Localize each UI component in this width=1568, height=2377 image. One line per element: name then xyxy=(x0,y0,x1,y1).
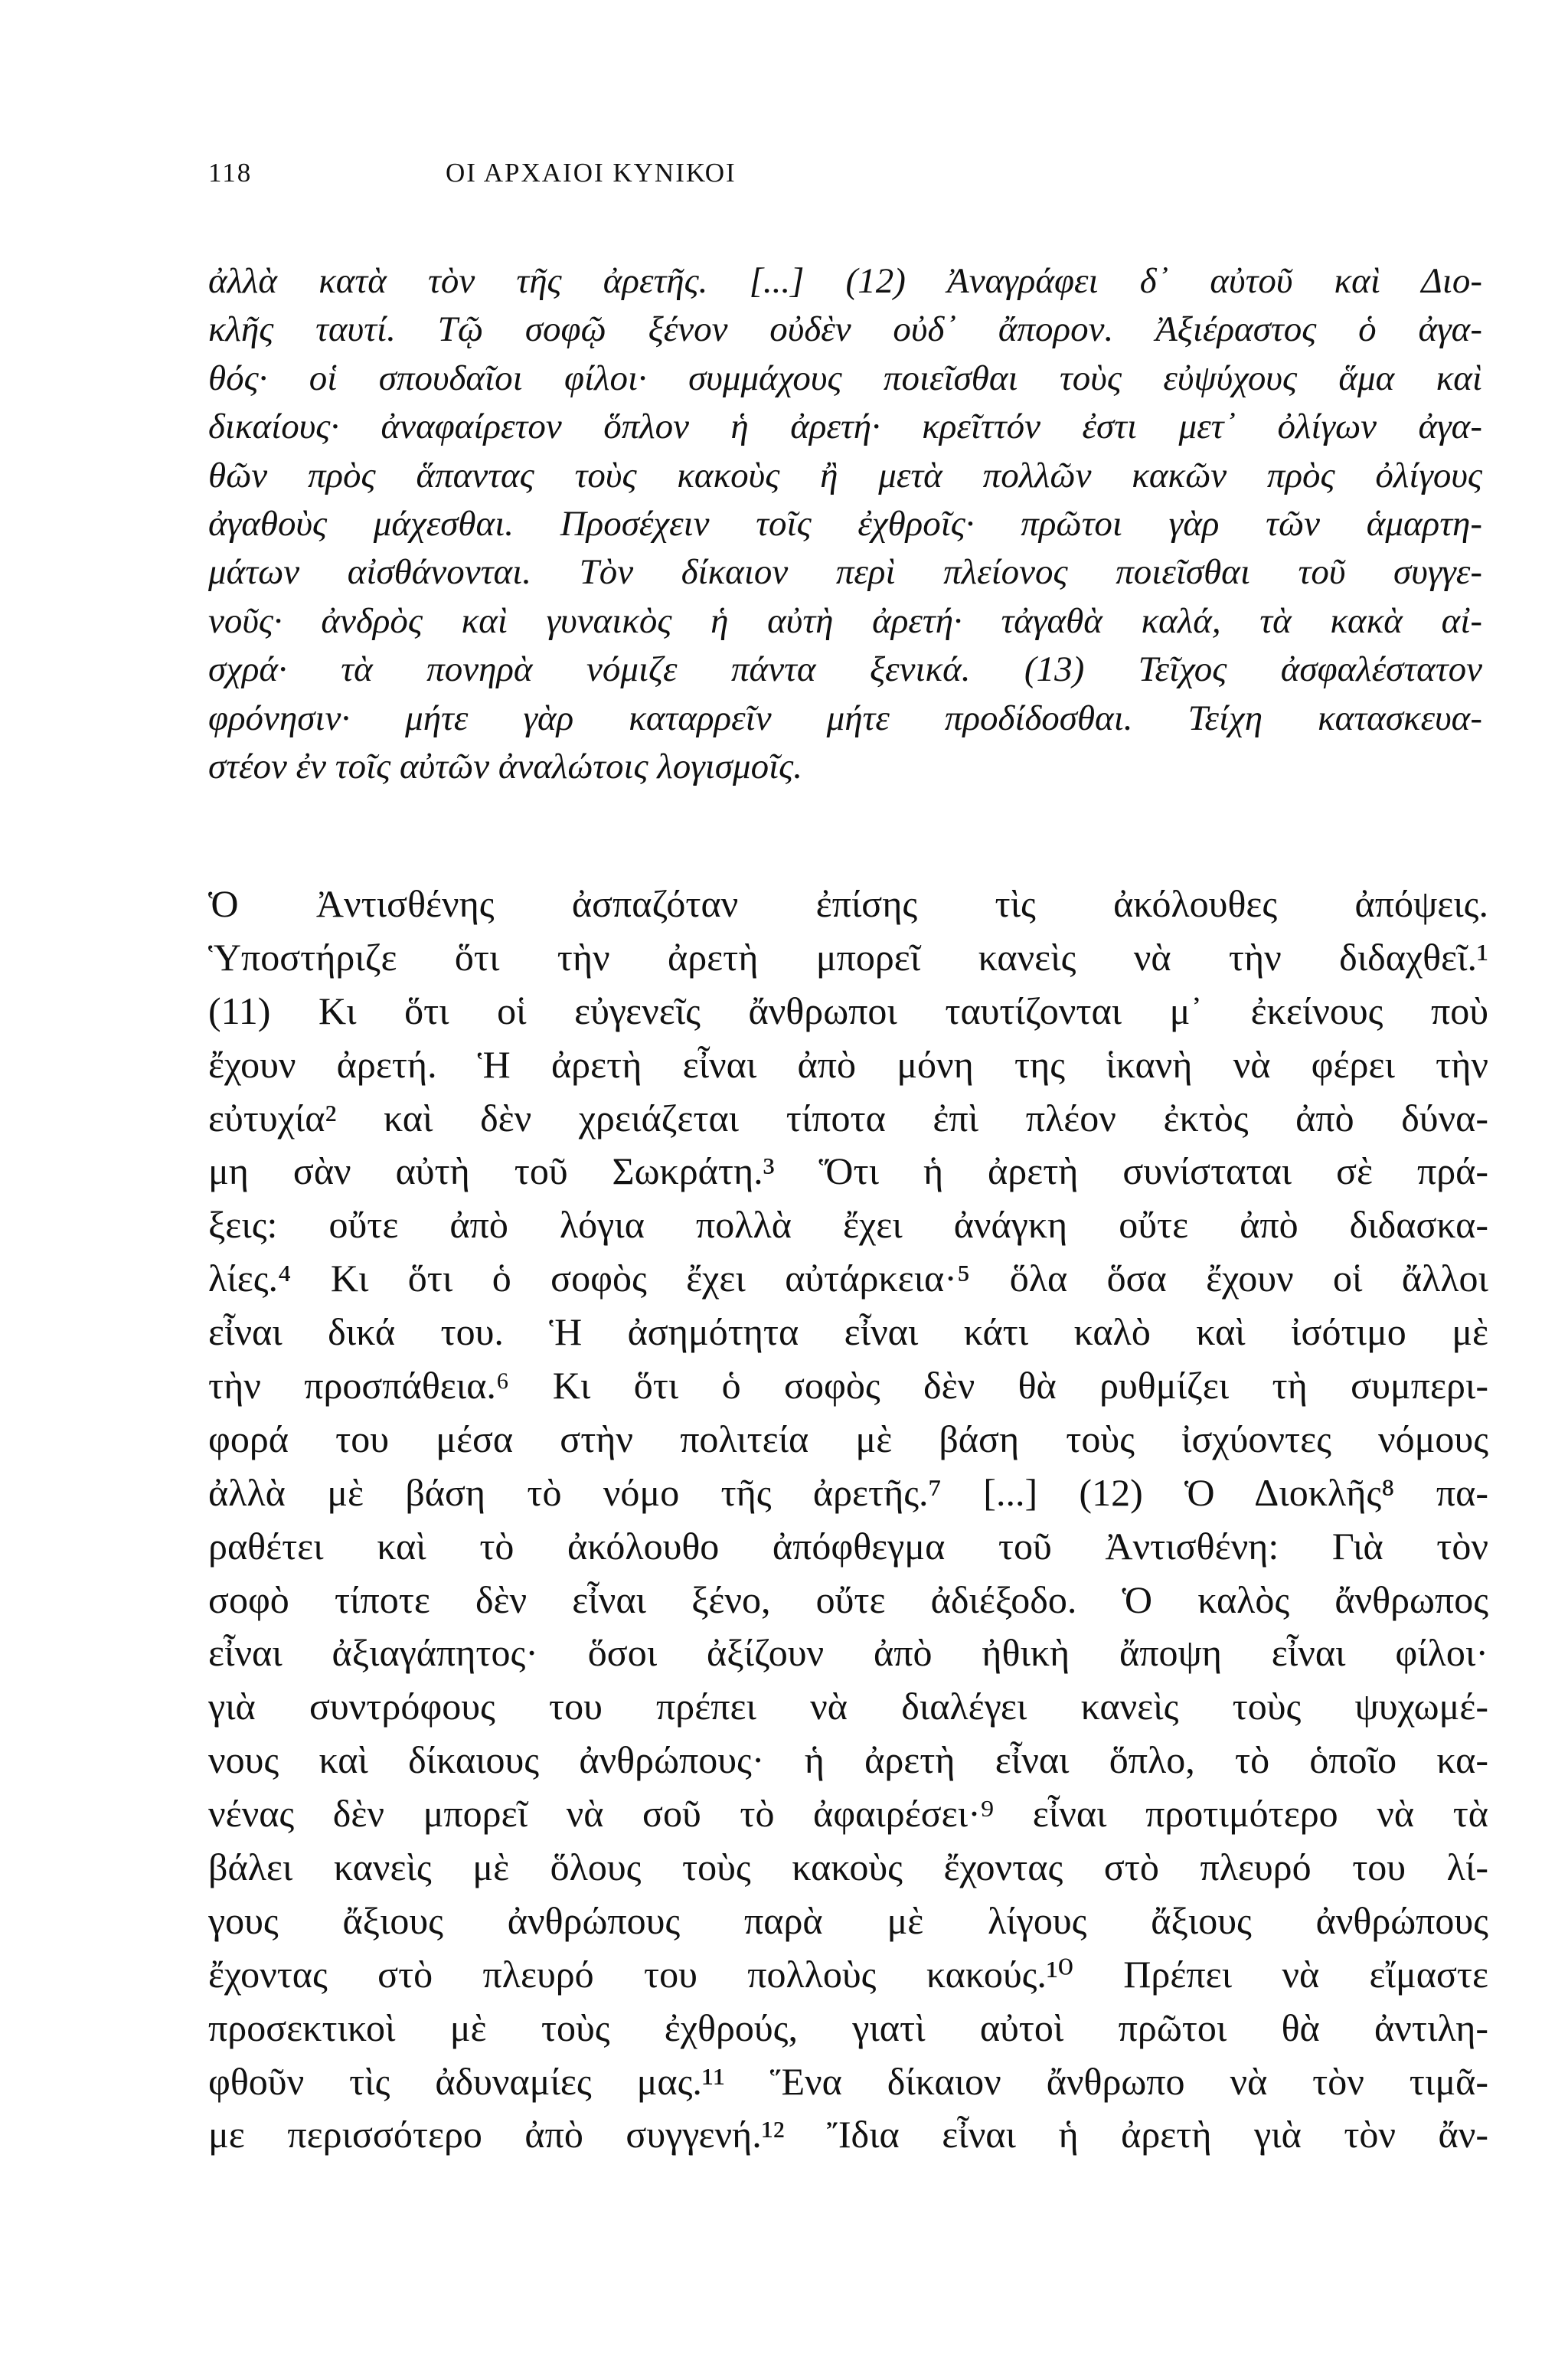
quote-line: ἀλλὰ κατὰ τὸν τῆς ἀρετῆς. [...] (12) Ἀναγράφει δ᾽ αὐτοῦ καὶ Διο- xyxy=(208,261,1482,301)
body-line: εὐτυχία² καὶ δὲν χρειάζεται τίποτα ἐπὶ πλέον ἐκτὸς ἀπὸ δύνα- xyxy=(208,1096,1488,1139)
body-line: γους ἄξιους ἀνθρώπους παρὰ μὲ λίγους ἄξιους ἀνθρώπους xyxy=(208,1898,1488,1942)
body-line: με περισσότερο ἀπὸ συγγενή.¹² Ἴδια εἶναι ἡ ἀρετὴ γιὰ τὸν ἄν- xyxy=(208,2113,1488,2156)
quote-line: νοῦς· ἀνδρὸς καὶ γυναικὸς ἡ αὐτὴ ἀρετή· τἀγαθὰ καλά, τὰ κακὰ αἰ- xyxy=(208,600,1482,641)
body-line: ξεις: οὔτε ἀπὸ λόγια πολλὰ ἔχει ἀνάγκη οὔτε ἀπὸ διδασκα- xyxy=(208,1203,1488,1247)
quote-line: στέον ἐν τοῖς αὐτῶν ἀναλώτοις λογισμοῖς. xyxy=(208,746,802,786)
page-header xyxy=(0,158,1568,196)
running-title: ΟΙ ΑΡΧΑΙΟΙ ΚΥΝΙΚΟΙ xyxy=(446,158,737,188)
quote-line: φρόνησιν· μήτε γὰρ καταρρεῖν μήτε προδίδοσθαι. Τείχη κατασκευα- xyxy=(208,698,1482,738)
body-line: φορά του μέσα στὴν πολιτεία μὲ βάση τοὺς ἰσχύοντες νόμους xyxy=(208,1417,1488,1460)
body-line: μη σὰν αὐτὴ τοῦ Σωκράτη.³ Ὅτι ἡ ἀρετὴ συνίσταται σὲ πρά- xyxy=(208,1149,1488,1193)
body-line: γιὰ συντρόφους του πρέπει νὰ διαλέγει κανεὶς τοὺς ψυχωμέ- xyxy=(208,1685,1488,1728)
body-line: εἶναι ἀξιαγάπητος· ὅσοι ἀξίζουν ἀπὸ ἠθικὴ ἄποψη εἶναι φίλοι· xyxy=(208,1631,1488,1675)
body-line: ἔχοντας στὸ πλευρό του πολλοὺς κακούς.¹⁰ Πρέπει νὰ εἴμαστε xyxy=(208,1952,1488,1996)
quote-line: κλῆς ταυτί. Τῷ σοφῷ ξένον οὐδὲν οὐδ᾽ ἄπορον. Ἀξιέραστος ὁ ἀγα- xyxy=(208,309,1482,350)
body-line: Ὑποστήριζε ὅτι τὴν ἀρετὴ μπορεῖ κανεὶς νὰ τὴν διδαχθεῖ.¹ xyxy=(208,935,1488,979)
body-line: σοφὸ τίποτε δὲν εἶναι ξένο, οὔτε ἀδιέξοδο. Ὁ καλὸς ἄνθρωπος xyxy=(208,1578,1488,1621)
body-line: νους καὶ δίκαιους ἀνθρώπους· ἡ ἀρετὴ εἶναι ὅπλο, τὸ ὁποῖο κα- xyxy=(208,1738,1488,1782)
body-line: (11) Κι ὅτι οἱ εὐγενεῖς ἄνθρωποι ταυτίζονται μ᾽ ἐκείνους ποὺ xyxy=(208,989,1488,1032)
body-line: ἔχουν ἀρετή. Ἡ ἀρετὴ εἶναι ἀπὸ μόνη της ἱκανὴ νὰ φέρει τὴν xyxy=(208,1042,1488,1086)
quote-line: δικαίους· ἀναφαίρετον ὅπλον ἡ ἀρετή· κρεῖττόν ἐστι μετ᾽ ὀλίγων ἀγα- xyxy=(208,407,1482,447)
quote-line: σχρά· τὰ πονηρὰ νόμιζε πάντα ξενικά. (13) Τεῖχος ἀσφαλέστατον xyxy=(208,649,1482,690)
body-line: προσεκτικοὶ μὲ τοὺς ἐχθρούς, γιατὶ αὐτοὶ πρῶτοι θὰ ἀντιλη- xyxy=(208,2006,1488,2049)
body-line: Ὁ Ἀντισθένης ἀσπαζόταν ἐπίσης τὶς ἀκόλουθες ἀπόψεις. xyxy=(208,882,1488,925)
body-line: ἀλλὰ μὲ βάση τὸ νόμο τῆς ἀρετῆς.⁷ [...] (12) Ὁ Διοκλῆς⁸ πα- xyxy=(208,1470,1488,1514)
quote-line: θός· οἱ σπουδαῖοι φίλοι· συμμάχους ποιεῖσθαι τοὺς εὐψύχους ἅμα καὶ xyxy=(208,358,1482,398)
quote-line: μάτων αἰσθάνονται. Τὸν δίκαιον περὶ πλείονος ποιεῖσθαι τοῦ συγγε- xyxy=(208,552,1482,593)
body-line: βάλει κανεὶς μὲ ὅλους τοὺς κακοὺς ἔχοντας στὸ πλευρό του λί- xyxy=(208,1846,1488,1889)
body-line: νένας δὲν μπορεῖ νὰ σοῦ τὸ ἀφαιρέσει·⁹ εἶναι προτιμότερο νὰ τὰ xyxy=(208,1792,1488,1836)
quote-line: ἀγαθοὺς μάχεσθαι. Προσέχειν τοῖς ἐχθροῖς· πρῶτοι γὰρ τῶν ἁμαρτη- xyxy=(208,503,1482,544)
body-text-block xyxy=(208,878,1488,2162)
greek-quote-block xyxy=(208,257,1482,791)
body-line: ραθέτει καὶ τὸ ἀκόλουθο ἀπόφθεγμα τοῦ Ἀντισθένη: Γιὰ τὸν xyxy=(208,1524,1488,1568)
page-number: 118 xyxy=(208,158,253,188)
body-line: λίες.⁴ Κι ὅτι ὁ σοφὸς ἔχει αὐτάρκεια·⁵ ὅλα ὅσα ἔχουν οἱ ἄλλοι xyxy=(208,1257,1488,1300)
body-line: τὴν προσπάθεια.⁶ Κι ὅτι ὁ σοφὸς δὲν θὰ ρυθμίζει τὴ συμπερι- xyxy=(208,1364,1488,1408)
body-line: φθοῦν τὶς ἀδυναμίες μας.¹¹ Ἕνα δίκαιον ἄνθρωπο νὰ τὸν τιμᾶ- xyxy=(208,2059,1488,2103)
body-line: εἶναι δικά του. Ἡ ἀσημότητα εἶναι κάτι καλὸ καὶ ἰσότιμο μὲ xyxy=(208,1310,1488,1354)
quote-line: θῶν πρὸς ἅπαντας τοὺς κακοὺς ἢ μετὰ πολλῶν κακῶν πρὸς ὀλίγους xyxy=(208,455,1482,495)
